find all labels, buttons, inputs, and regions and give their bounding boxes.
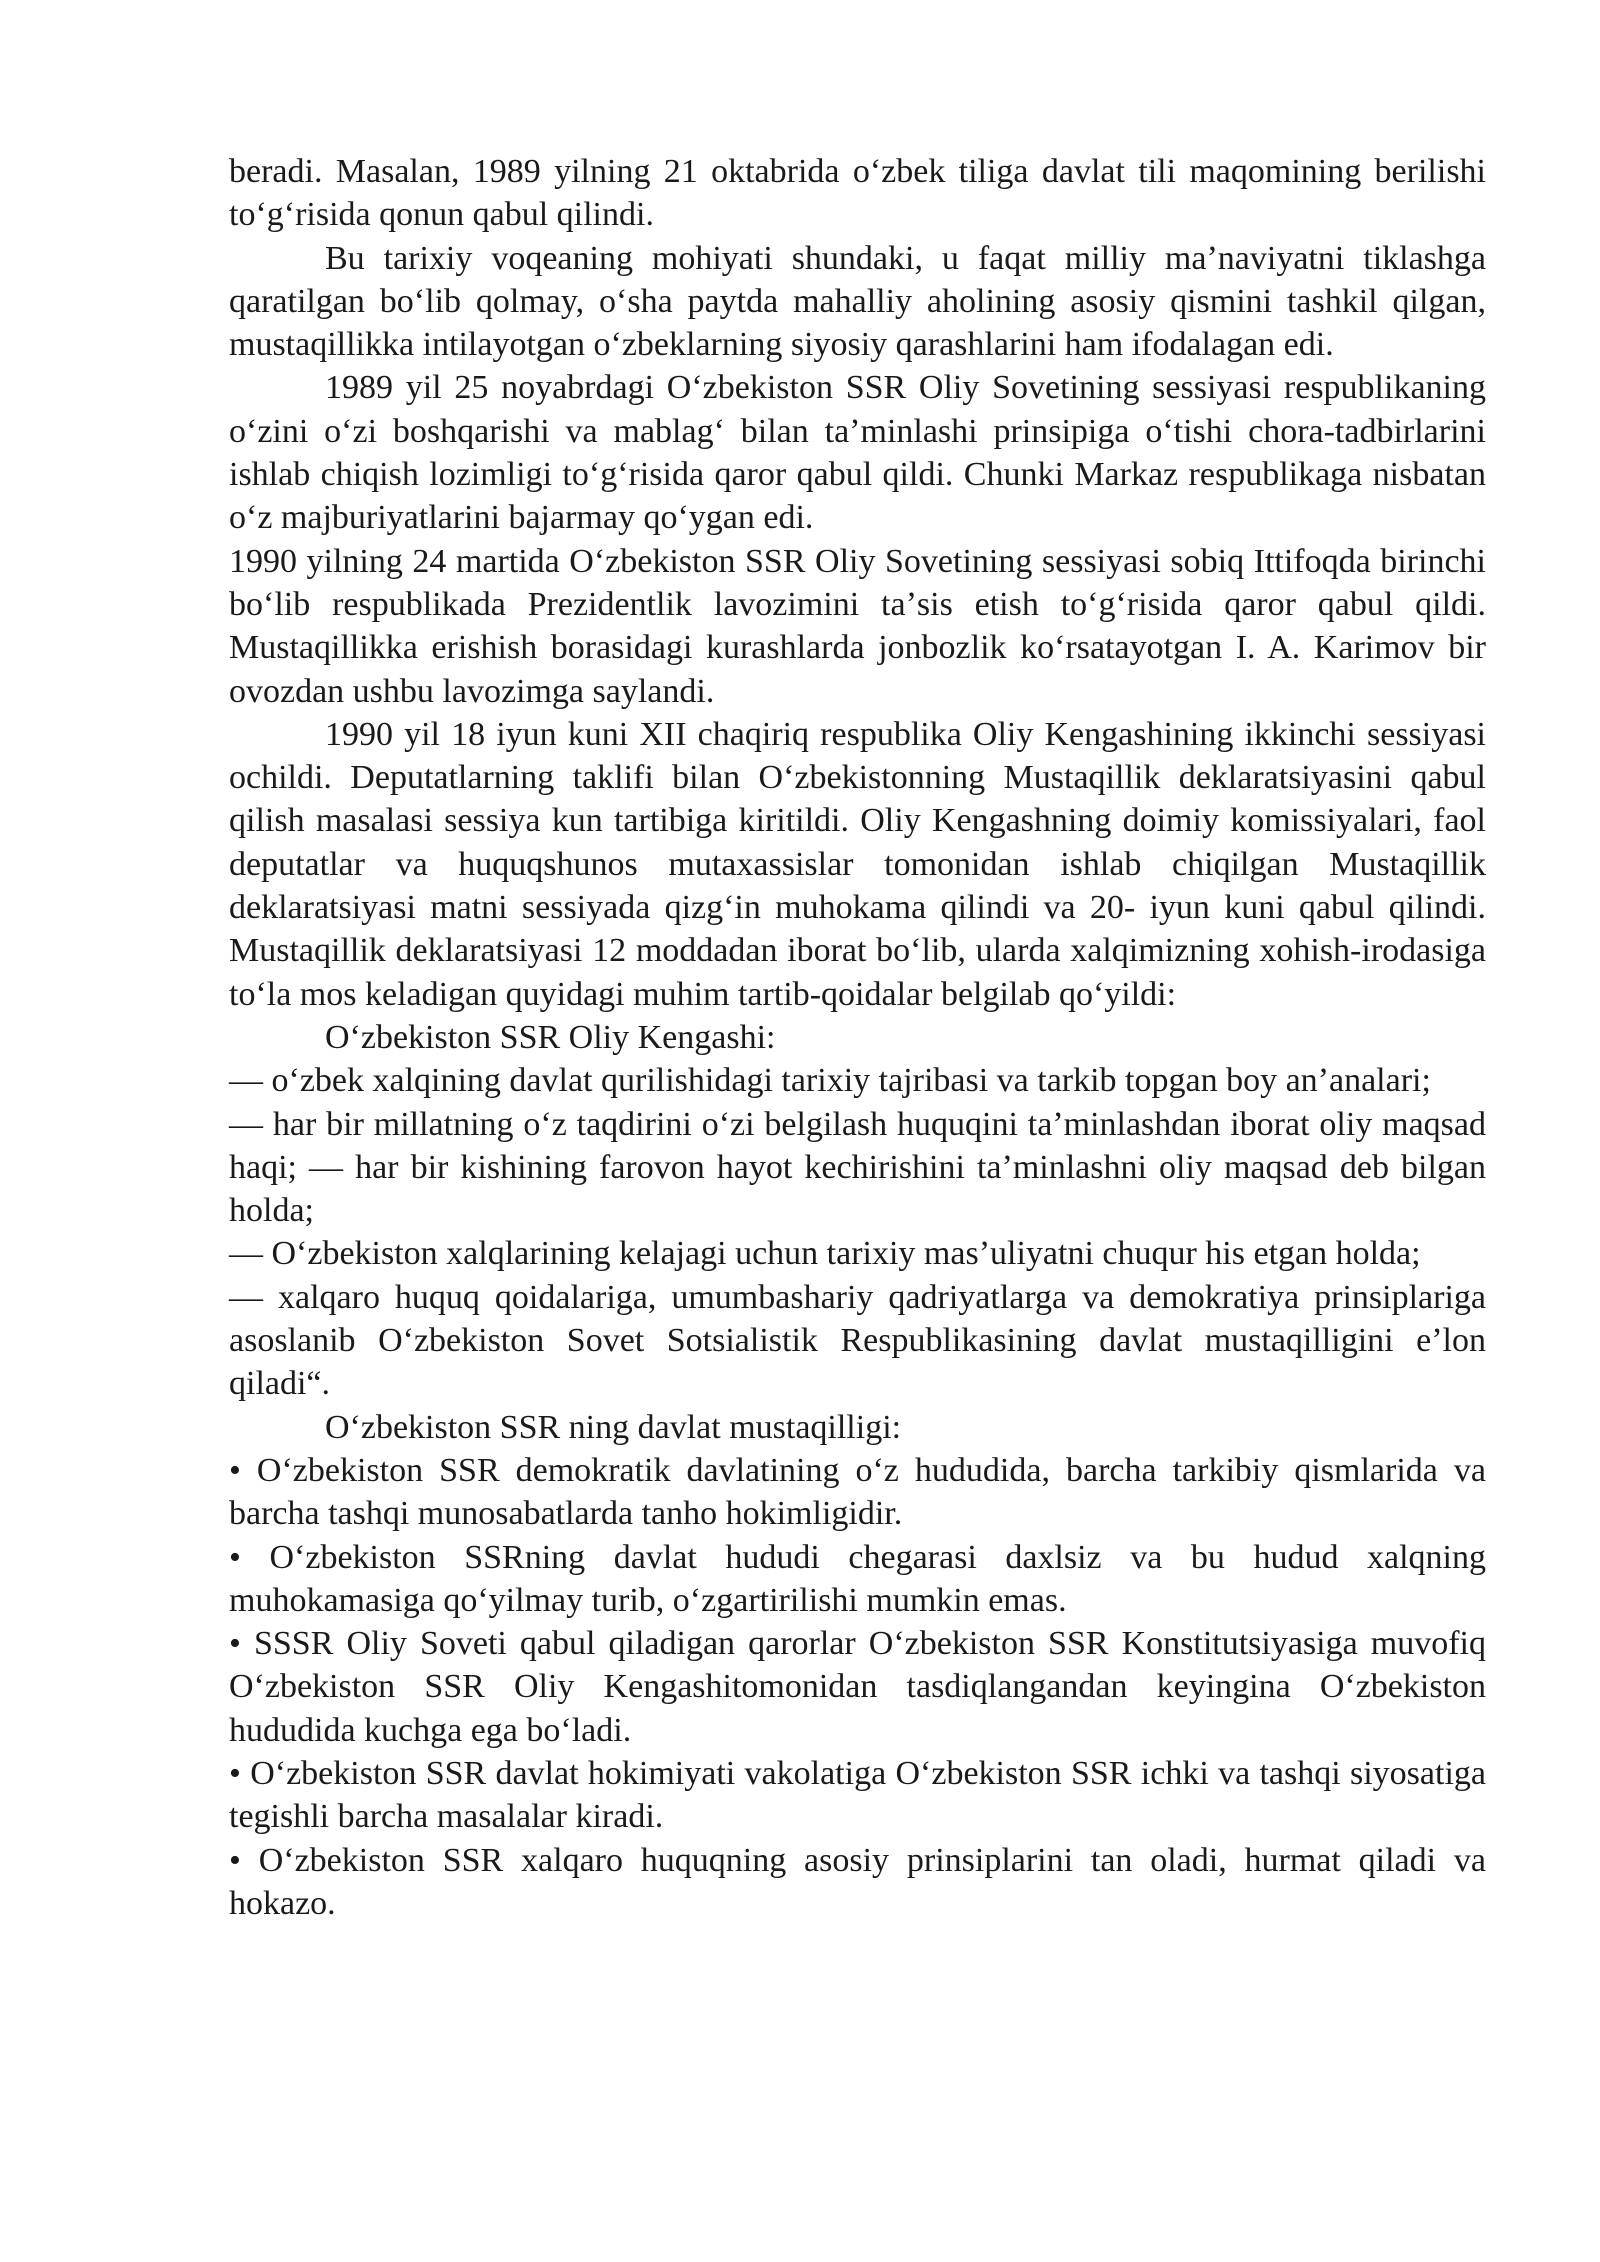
paragraph: 1990 yilning 24 martida Oʻzbekiston SSR Oliy Sovetining sessiyasi sobiq Ittifoqda birinchi boʻlib respublikada Prezidentlik lavozimini taʼsis etish toʻgʻrisida qaror qabul qildi. Mustaqillikka erishish borasidagi kurashlarda jonbozlik koʻrsatayotgan I. A. Karimov bir ovozdan ushbu lavozimga saylandi. <box>229 542 1486 710</box>
bullet-item: • Oʻzbekiston SSR xalqaro huquqning asosiy prinsiplarini tan oladi, hurmat qiladi va hokazo. <box>229 1841 1486 1922</box>
list-item: — xalqaro huquq qoidalariga, umumbashariy qadriyatlarga va demokratiya prinsiplariga asoslanib Oʻzbekiston Sovet Sotsialistik Respublikasining davlat mustaqilligini eʼlon qiladi“. <box>229 1278 1486 1403</box>
paragraph: 1989 yil 25 noyabrdagi Oʻzbekiston SSR Oliy Sovetining sessiyasi respublikaning oʻzini oʻzi boshqarishi va mablagʻ bilan taʼminlashi prinsipiga oʻtishi chora-tadbirlarini ishlab chiqish lozimligi toʻgʻrisida qaror qabul qildi. Chunki Markaz respublikaga nisbatan oʻz majburiyatlarini bajarmay qoʻygan edi. <box>229 369 1486 537</box>
paragraph: Oʻzbekiston SSR ning davlat mustaqilligi: <box>325 1408 902 1446</box>
bullet-item: • Oʻzbekiston SSR demokratik davlatining oʻz hududida, barcha tarkibiy qismlarida va barcha tashqi munosabatlarda tanho hokimligidir. <box>229 1451 1486 1533</box>
paragraph: Bu tarixiy voqeaning mohiyati shundaki, u faqat milliy maʼnaviyatni tiklashga qaratilgan boʻlib qolmay, oʻsha paytda mahalliy aholining asosiy qismini tashkil qilgan, mustaqillikka intilayotgan oʻzbeklarning siyosiy qarashlarini ham ifodalagan edi. <box>229 239 1486 364</box>
list-item: — har bir millatning oʻz taqdirini oʻzi belgilash huquqini taʼminlashdan iborat oliy maqsad haqi; — har bir kishining farovon hayot kechirishini taʼminlashni oliy maqsad deb bilgan holda; <box>229 1105 1486 1230</box>
paragraph: beradi. Masalan, 1989 yilning 21 oktabrida oʻzbek tiliga davlat tili maqomining berilishi toʻgʻrisida qonun qabul qilindi. <box>229 153 1486 234</box>
bullet-item: • SSSR Oliy Soveti qabul qiladigan qarorlar Oʻzbekiston SSR Konstitutsiyasiga muvofiq Oʻzbekiston SSR Oliy Kengashitomonidan tasdiqlangandan keyingina Oʻzbekiston hududida kuchga ega boʻladi. <box>229 1625 1486 1749</box>
bullet-item: • Oʻzbekiston SSRning davlat hududi chegarasi daxlsiz va bu hudud xalqning muhokamasiga qoʻyilmay turib, oʻzgartirilishi mumkin emas. <box>229 1538 1486 1619</box>
list-item: — Oʻzbekiston xalqlarining kelajagi uchun tarixiy masʼuliyatni chuqur his etgan holda; <box>229 1235 1421 1273</box>
paragraph: 1990 yil 18 iyun kuni XII chaqiriq respublika Oliy Kengashining ikkinchi sessiyasi ochildi. Deputatlarning taklifi bilan Oʻzbekistonning Mustaqillik deklaratsiyasini qabul qilish masalasi sessiya kun tartibiga kiritildi. Oliy Kengashning doimiy komissiyalari, faol deputatlar va huquqshunos mutaxassislar tomonidan ishlab chiqilgan Mustaqillik deklaratsiyasi matni sessiyada qizgʻin muhokama qilindi va 20- iyun kuni qabul qilindi. Mustaqillik deklaratsiyasi 12 moddadan iborat boʻlib, ularda xalqimizning xohish-irodasiga toʻla mos keladigan quyidagi muhim tartib-qoidalar belgilab qoʻyildi: <box>229 715 1486 1013</box>
document-page <box>229 150 1486 1925</box>
list-item: — oʻzbek xalqining davlat qurilishidagi tarixiy tajribasi va tarkib topgan boy anʼanalari; <box>229 1062 1431 1100</box>
paragraph: Oʻzbekiston SSR Oliy Kengashi: <box>325 1018 776 1056</box>
bullet-item: • Oʻzbekiston SSR davlat hokimiyati vakolatiga Oʻzbekiston SSR ichki va tashqi siyosatiga tegishli barcha masalalar kiradi. <box>229 1754 1486 1836</box>
